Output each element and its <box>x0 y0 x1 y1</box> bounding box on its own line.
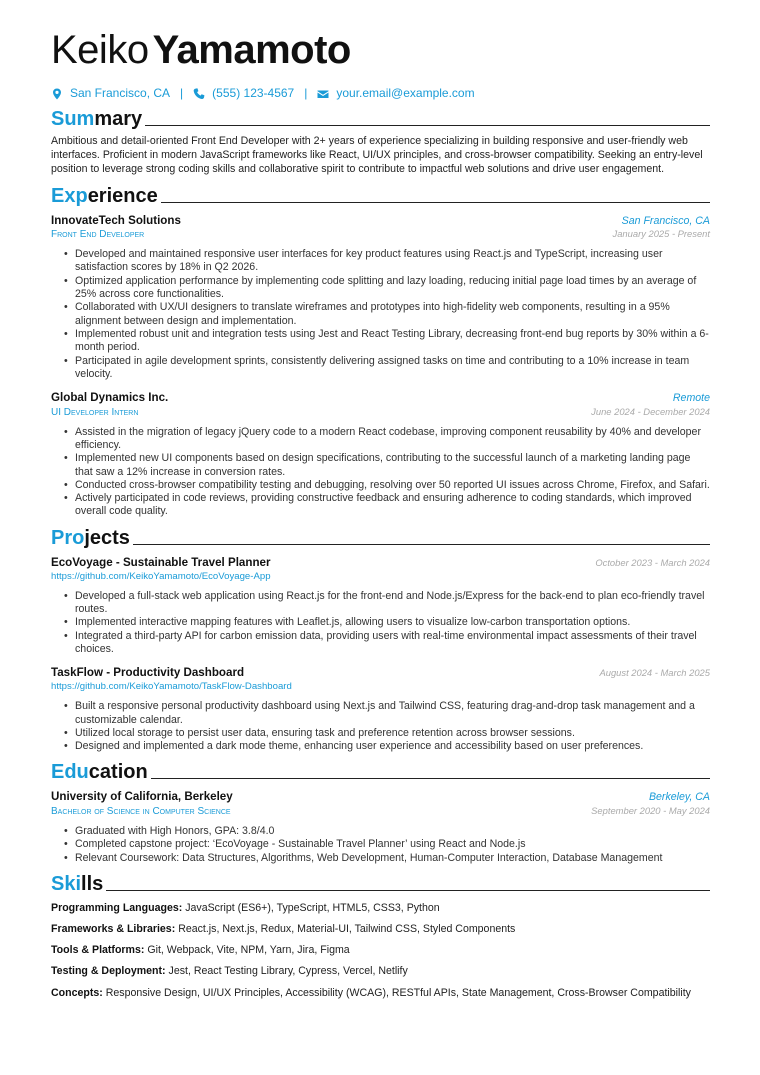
project-link[interactable]: https://github.com/KeikoYamamoto/TaskFlow-Dashboard <box>51 681 292 693</box>
skills-list <box>51 901 710 1000</box>
summary-text: Ambitious and detail-oriented Front End Developer with 2+ years of experience specializing in building responsive and user-friendly web interfaces. Proficient in modern JavaScript frameworks like React, UI/UX principles, and cross-browser compatibility. Seeking an entry-level position to leverage strong coding skills and collaborative spirit to contribute to impactful web solutions and drive user engagement. <box>51 135 703 176</box>
project-name: EcoVoyage - Sustainable Travel Planner <box>51 555 271 569</box>
entry-location: San Francisco, CA <box>621 214 710 227</box>
section-title: Summary <box>51 108 143 130</box>
entry-dates: September 2020 - May 2024 <box>591 804 710 816</box>
skill-value: Jest, React Testing Library, Cypress, Vercel, Netlify <box>168 965 408 978</box>
skill-value: Git, Webpack, Vite, NPM, Yarn, Jira, Figma <box>147 944 350 957</box>
summary-section-header <box>51 108 710 130</box>
entry-dates: October 2023 - March 2024 <box>595 556 710 568</box>
list-item: • Developed and maintained responsive user interfaces for key product features using React.js and TypeScript, increasing user satisfaction scores by 18% in Q2 2026. <box>75 248 710 275</box>
contact-email[interactable] <box>317 86 474 101</box>
list-item: • Participated in agile development sprints, consistently delivering assigned tasks on time and contributing to a 10% increase in team velocity. <box>75 355 710 382</box>
project-entry <box>51 555 710 656</box>
section-divider <box>151 778 710 779</box>
project-name: TaskFlow - Productivity Dashboard <box>51 666 245 680</box>
skill-value: Responsive Design, UI/UX Principles, Accessibility (WCAG), RESTful APIs, State Management, Cross-Browser Compatibility <box>105 986 691 999</box>
list-item: • Graduated with High Honors, GPA: 3.8/4.0 <box>75 825 710 838</box>
skill-label: Frameworks & Libraries: <box>51 923 176 936</box>
entry-dates: January 2025 - Present <box>612 228 710 240</box>
project-link[interactable]: https://github.com/KeikoYamamoto/EcoVoyage-App <box>51 570 271 582</box>
skills-section-header <box>51 873 710 895</box>
candidate-name <box>51 26 710 74</box>
skill-row <box>51 922 710 936</box>
projects-section-header <box>51 527 710 549</box>
entry-dates: August 2024 - March 2025 <box>599 667 710 679</box>
experience-entry <box>51 390 710 519</box>
skill-row <box>51 986 710 1000</box>
list-item: • Collaborated with UX/UI designers to translate wireframes and prototypes into high-fidelity web components, resulting in a 95% alignment between design and implementation. <box>75 301 710 328</box>
skill-label: Programming Languages: <box>51 901 183 914</box>
section-divider <box>106 890 710 891</box>
list-item: • Implemented new UI components based on design specifications, contributing to the successful launch of a marketing landing page that saw a 12% increase in conversion rates. <box>75 452 710 479</box>
company-name: Global Dynamics Inc. <box>51 391 169 405</box>
section-title: Projects <box>51 526 130 549</box>
list-item: • Optimized application performance by implementing code splitting and lazy loading, reducing initial page load times by an average of 25% across core functionalities. <box>75 275 710 302</box>
phone-text[interactable]: (555) 123-4567 <box>212 86 295 101</box>
list-item: • Designed and implemented a dark mode theme, enhancing user experience and accessibility based on user preferences. <box>75 740 710 753</box>
envelope-icon <box>317 88 329 100</box>
list-item: • Conducted cross-browser compatibility testing and debugging, resolving over 50 reported UI issues across Chrome, Firefox, and Safari. <box>75 479 710 492</box>
degree-name: Bachelor of Science in Computer Science <box>51 805 231 817</box>
school-name: University of California, Berkeley <box>51 790 233 804</box>
job-role: Front End Developer <box>51 229 145 241</box>
location-text: San Francisco, CA <box>70 86 171 101</box>
education-section-header <box>51 761 710 783</box>
list-item: • Assisted in the migration of legacy jQuery code to a modern React codebase, improving component reusability by 40% and developer efficiency. <box>75 426 710 453</box>
list-item: • Implemented interactive mapping features with Leaflet.js, allowing users to visualize low-carbon transportation options. <box>75 616 710 629</box>
skill-label: Testing & Deployment: <box>51 965 166 978</box>
skill-row <box>51 964 710 978</box>
section-divider <box>145 125 710 126</box>
list-item: • Built a responsive personal productivity dashboard using Next.js and Tailwind CSS, featuring drag-and-drop task management and a customizable calendar. <box>75 700 710 727</box>
skill-value: React.js, Next.js, Redux, Material-UI, Tailwind CSS, Styled Components <box>178 923 516 936</box>
skill-row <box>51 901 710 915</box>
last-name: Yamamoto <box>152 28 351 72</box>
skill-row <box>51 943 710 957</box>
phone-icon <box>193 88 205 100</box>
project-entry <box>51 665 710 753</box>
skill-label: Concepts: <box>51 986 103 999</box>
section-divider <box>133 544 710 545</box>
list-item: • Completed capstone project: ‘EcoVoyage - Sustainable Travel Planner’ using React and Node.js <box>75 838 710 851</box>
contact-phone[interactable] <box>193 86 294 101</box>
map-marker-icon <box>51 88 63 100</box>
first-name: Keiko <box>51 28 149 72</box>
job-role: UI Developer Intern <box>51 406 139 418</box>
company-name: InnovateTech Solutions <box>51 213 181 227</box>
experience-section-header <box>51 185 710 207</box>
contact-bar <box>51 86 710 102</box>
list-item: • Relevant Coursework: Data Structures, Algorithms, Web Development, Human-Computer Interaction, Database Management <box>75 852 710 865</box>
entry-location: Remote <box>672 392 710 405</box>
section-title: Experience <box>51 184 158 207</box>
list-item: • Integrated a third-party API for carbon emission data, providing users with real-time environmental impact assessments of their travel choices. <box>75 630 710 657</box>
bullet-list <box>51 825 710 865</box>
skill-value: JavaScript (ES6+), TypeScript, HTML5, CSS3, Python <box>185 901 440 914</box>
contact-location <box>51 86 170 101</box>
section-title: Skills <box>51 872 104 895</box>
experience-entry <box>51 213 710 382</box>
skill-label: Tools & Platforms: <box>51 944 145 957</box>
contact-separator: | <box>180 86 184 101</box>
list-item: • Implemented robust unit and integration tests using Jest and React Testing Library, decreasing front-end bug reports by 30% within a 6-month period. <box>75 328 710 355</box>
contact-separator: | <box>304 86 308 101</box>
bullet-list <box>51 590 710 656</box>
entry-location: Berkeley, CA <box>648 791 710 804</box>
bullet-list <box>51 426 710 519</box>
education-entry <box>51 789 710 864</box>
entry-dates: June 2024 - December 2024 <box>591 405 710 417</box>
bullet-list <box>51 248 710 381</box>
list-item: • Utilized local storage to persist user data, ensuring task and preference retention across browser sessions. <box>75 727 710 740</box>
list-item: • Actively participated in code reviews, providing constructive feedback and ensuring adherence to coding standards, which improved overall code quality. <box>75 492 710 519</box>
list-item: • Developed a full-stack web application using React.js for the front-end and Node.js/Express for the back-end to plan eco-friendly travel routes. <box>75 590 710 617</box>
bullet-list <box>51 700 710 753</box>
email-link[interactable]: your.email@example.com <box>336 86 475 101</box>
section-title: Education <box>51 761 148 784</box>
section-divider <box>161 202 710 203</box>
